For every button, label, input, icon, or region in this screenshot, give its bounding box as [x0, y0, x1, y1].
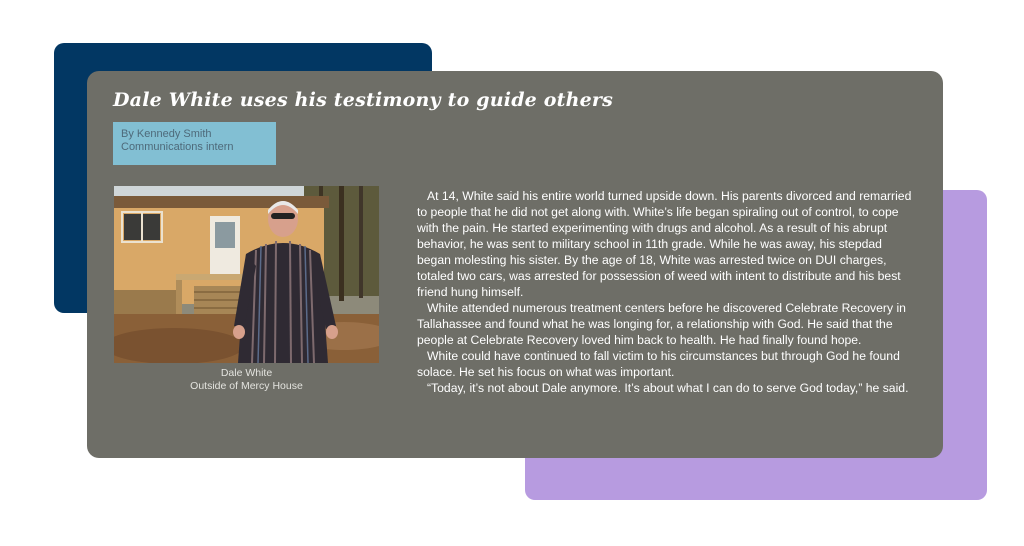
byline-box: [113, 122, 276, 165]
body-paragraph: White attended numerous treatment centers before he discovered Celebrate Recovery in Tallahassee and found what he was longing for, a relationship with God. He said that the people at Celebrate Recovery loved him back to health. He had finally found hope.: [417, 301, 906, 347]
article-card: [87, 71, 943, 458]
body-paragraph: White could have continued to fall victim to his circumstances but through God he found solace. He set his focus on what was important.: [417, 349, 900, 379]
article-photo: [114, 186, 379, 363]
byline-author: By Kennedy Smith: [121, 128, 212, 140]
photo-caption: [114, 367, 379, 393]
article-body: [417, 188, 912, 396]
article-headline: Dale White uses his testimony to guide others: [113, 89, 614, 111]
body-paragraph: At 14, White said his entire world turned upside down. His parents divorced and remarried to people that he did not get along with. White’s life began spiraling out of control, to cope with the pain. He started experimenting with drugs and alcohol. As a result of his abrupt behavior, he was sent to military school in 11th grade. While he was away, his stepdad began molesting his sister. By the age of 18, White was arrested twice on DUI charges, totaled two cars, was arrested for possession of weed with intent to distribute and his best friend hung himself.: [417, 189, 912, 299]
body-paragraph: “Today, it’s not about Dale anymore. It’s about what I can do to serve God today,” he said.: [427, 381, 909, 395]
caption-name: Dale White: [220, 367, 273, 379]
byline-role: Communications intern: [121, 141, 234, 153]
photo-dale-white: [114, 186, 379, 363]
caption-location: Outside of Mercy House: [190, 380, 303, 392]
